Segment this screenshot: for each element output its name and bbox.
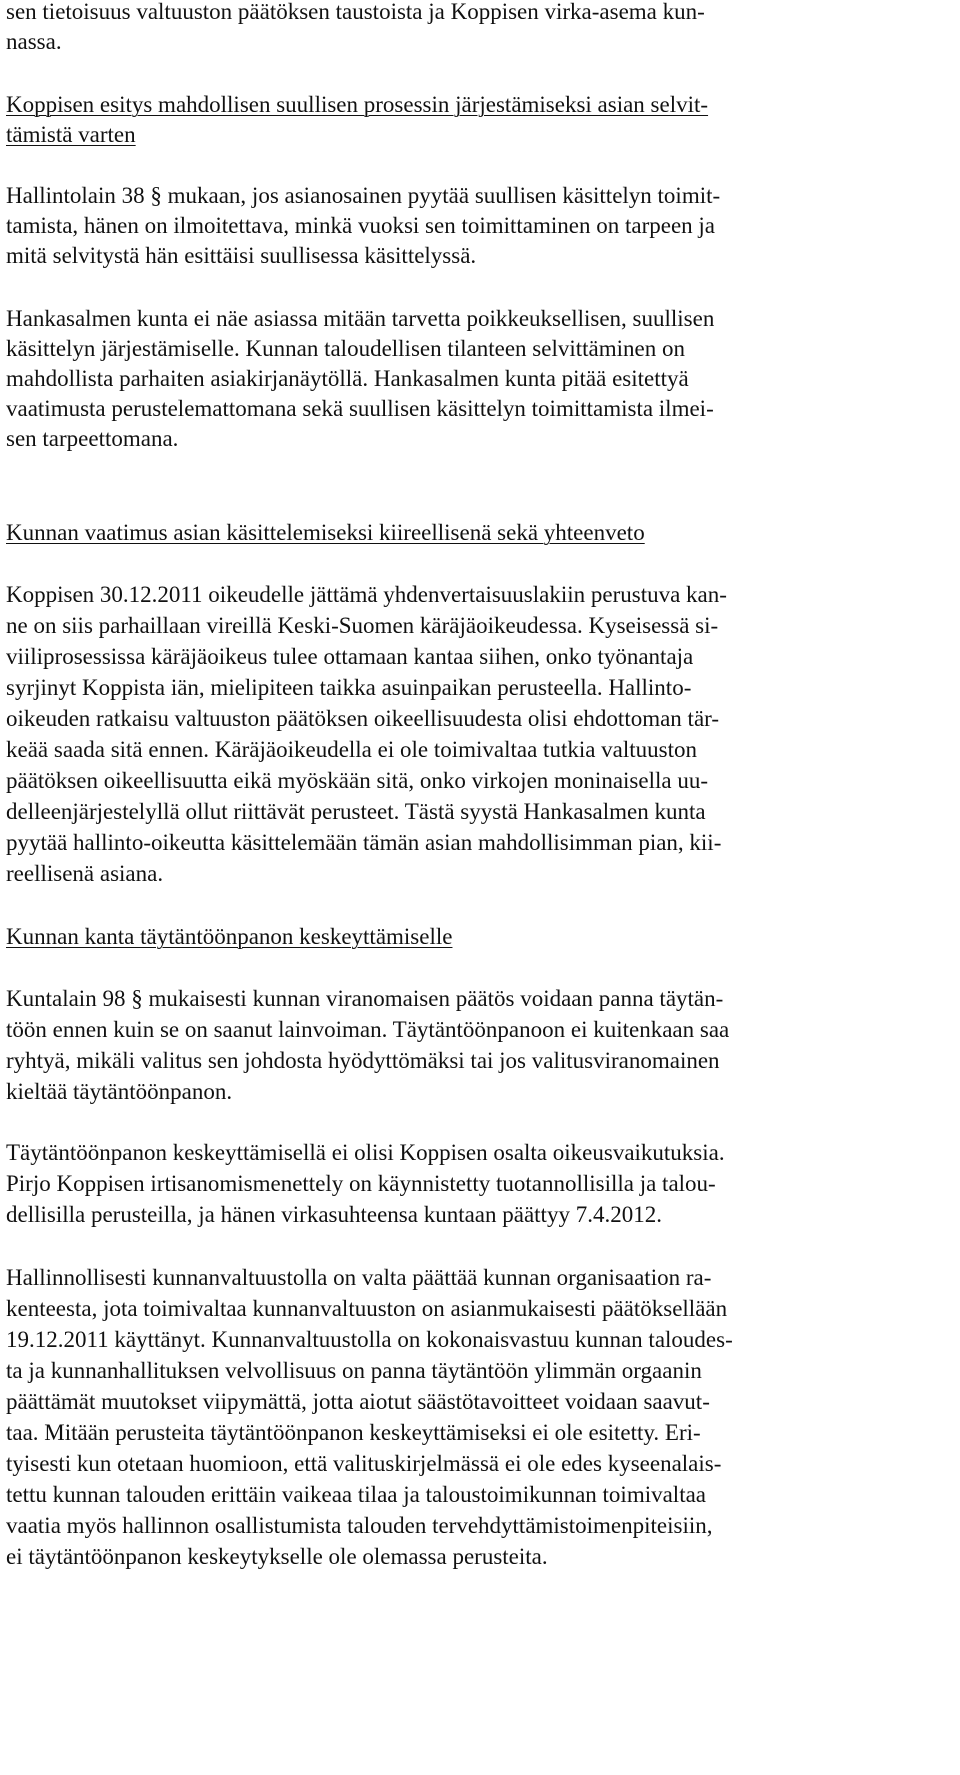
paragraph-line: 19.12.2011 käyttänyt. Kunnanvaltuustolla on kokonaisvastuu kunnan taloudes- — [6, 1327, 733, 1352]
paragraph-line: tettu kunnan talouden erittäin vaikeaa tilaa ja taloustoimikunnan toimivaltaa — [6, 1482, 707, 1507]
paragraph-line: ta ja kunnanhallituksen velvollisuus on panna täytäntöön ylimmän orgaanin — [6, 1358, 702, 1383]
paragraph-line: sen tarpeettomana. — [6, 426, 179, 451]
paragraph-line: viiliprosessissa käräjäoikeus tulee ottamaan kantaa siihen, onko työnantaja — [6, 644, 694, 669]
paragraph-line: dellisilla perusteilla, ja hänen virkasuhteensa kuntaan päättyy 7.4.2012. — [6, 1202, 662, 1227]
paragraph-line: sen tietoisuus valtuuston päätöksen taustoista ja Koppisen virka-asema kun- — [6, 0, 705, 24]
section-heading: Kunnan vaatimus asian käsittelemiseksi kiireellisenä sekä yhteenveto — [6, 520, 645, 545]
paragraph-line: Kuntalain 98 § mukaisesti kunnan viranomaisen päätös voidaan panna täytän- — [6, 986, 724, 1011]
paragraph-line: Täytäntöönpanon keskeyttämisellä ei olisi Koppisen osalta oikeusvaikutuksia. — [6, 1140, 725, 1165]
paragraph-line: syrjinyt Koppista iän, mielipiteen taikka asuinpaikan perusteella. Hallinto- — [6, 675, 692, 700]
paragraph-line: kieltää täytäntöönpanon. — [6, 1079, 233, 1104]
paragraph-line: vaatia myös hallinnon osallistumista talouden tervehdyttämistoimenpiteisiin, — [6, 1513, 713, 1538]
paragraph-line: reellisenä asiana. — [6, 861, 164, 886]
paragraph-line: töön ennen kuin se on saanut lainvoiman. Täytäntöönpanoon ei kuitenkaan saa — [6, 1017, 730, 1042]
paragraph-line: kenteesta, jota toimivaltaa kunnanvaltuuston on asianmukaisesti päätöksellään — [6, 1296, 728, 1321]
paragraph-line: ei täytäntöönpanon keskeytykselle ole olemassa perusteita. — [6, 1544, 548, 1569]
paragraph-line: käsittelyn järjestämiselle. Kunnan taloudellisen tilanteen selvittäminen on — [6, 336, 685, 361]
paragraph-line: Hankasalmen kunta ei näe asiassa mitään tarvetta poikkeuksellisen, suullisen — [6, 306, 715, 331]
paragraph-line: Koppisen 30.12.2011 oikeudelle jättämä yhdenvertaisuuslakiin perustuva kan- — [6, 582, 727, 607]
paragraph-line: tamista, hänen on ilmoitettava, minkä vuoksi sen toimittaminen on tarpeen ja — [6, 213, 716, 238]
paragraph-line: Hallinnollisesti kunnanvaltuustolla on valta päättää kunnan organisaation ra- — [6, 1265, 712, 1290]
paragraph-line: päätöksen oikeellisuutta eikä myöskään sitä, onko virkojen moninaisella uu- — [6, 768, 708, 793]
paragraph-line: pyytää hallinto-oikeutta käsittelemään tämän asian mahdollisimman pian, kii- — [6, 830, 722, 855]
paragraph-line: taa. Mitään perusteita täytäntöönpanon keskeyttämiseksi ei ole esitetty. Eri- — [6, 1420, 701, 1445]
paragraph-line: oikeuden ratkaisu valtuuston päätöksen oikeellisuudesta olisi ehdottoman tär- — [6, 706, 720, 731]
paragraph-line: vaatimusta perustelemattomana sekä suullisen käsittelyn toimittamista ilmei- — [6, 396, 714, 421]
paragraph-line: ne on siis parhaillaan vireillä Keski-Suomen käräjäoikeudessa. Kyseisessä si- — [6, 613, 719, 638]
paragraph-line: Hallintolain 38 § mukaan, jos asianosainen pyytää suullisen käsittelyn toimit- — [6, 183, 721, 208]
paragraph-line: Pirjo Koppisen irtisanomismenettely on käynnistetty tuotannollisilla ja talou- — [6, 1171, 716, 1196]
section-heading: tämistä varten — [6, 122, 136, 147]
paragraph-line: mahdollista parhaiten asiakirjanäytöllä. Hankasalmen kunta pitää esitettyä — [6, 366, 689, 391]
section-heading: Koppisen esitys mahdollisen suullisen prosessin järjestämiseksi asian selvit- — [6, 92, 709, 117]
paragraph-line: päättämät muutokset viipymättä, jotta aiotut säästötavoitteet voidaan saavut- — [6, 1389, 710, 1414]
paragraph-line: mitä selvitystä hän esittäisi suullisessa käsittelyssä. — [6, 243, 477, 268]
paragraph-line: nassa. — [6, 29, 62, 54]
paragraph-line: tyisesti kun otetaan huomioon, että valituskirjelmässä ei ole edes kyseenalais- — [6, 1451, 722, 1476]
paragraph-line: ryhtyä, mikäli valitus sen johdosta hyödyttömäksi tai jos valitusviranomainen — [6, 1048, 720, 1073]
section-heading: Kunnan kanta täytäntöönpanon keskeyttämiselle — [6, 924, 453, 949]
paragraph-line: delleenjärjestelyllä ollut riittävät perusteet. Tästä syystä Hankasalmen kunta — [6, 799, 706, 824]
paragraph-line: keää saada sitä ennen. Käräjäoikeudella ei ole toimivaltaa tutkia valtuuston — [6, 737, 698, 762]
